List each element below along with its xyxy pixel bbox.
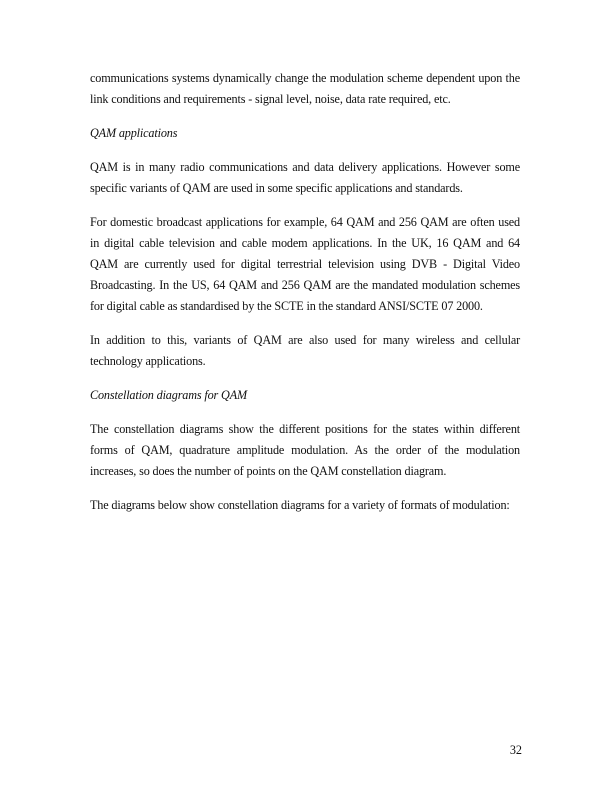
heading-constellation-diagrams: Constellation diagrams for QAM [90, 388, 247, 402]
paragraph-continuation: communications systems dynamically change the modulation scheme dependent upon the link conditions and requirements - signal level, noise, data rate required, etc. [90, 71, 520, 106]
page-body [90, 68, 520, 529]
paragraph-qam-usage: QAM is in many radio communications and data delivery applications. However some specific variants of QAM are used in some specific applications and standards. [90, 160, 520, 195]
page-number: 32 [509, 743, 522, 757]
paragraph-broadcast-applications: For domestic broadcast applications for example, 64 QAM and 256 QAM are often used in digital cable television and cable modem applications. In the UK, 16 QAM and 64 QAM are currently used for digital terrestrial television using DVB - Digital Video Broadcasting. In the US, 64 QAM and 256 QAM are the mandated modulation schemes for digital cable as standardised by the SCTE in the standard ANSI/SCTE 07 2000. [90, 215, 520, 313]
paragraph-wireless-applications: In addition to this, variants of QAM are also used for many wireless and cellular technology applications. [90, 333, 520, 368]
paragraph-constellation-explanation: The constellation diagrams show the different positions for the states within different forms of QAM, quadrature amplitude modulation. As the order of the modulation increases, so does the number of points on the QAM constellation diagram. [90, 422, 520, 478]
paragraph-diagrams-intro: The diagrams below show constellation diagrams for a variety of formats of modulation: [90, 498, 510, 512]
heading-qam-applications: QAM applications [90, 126, 178, 140]
